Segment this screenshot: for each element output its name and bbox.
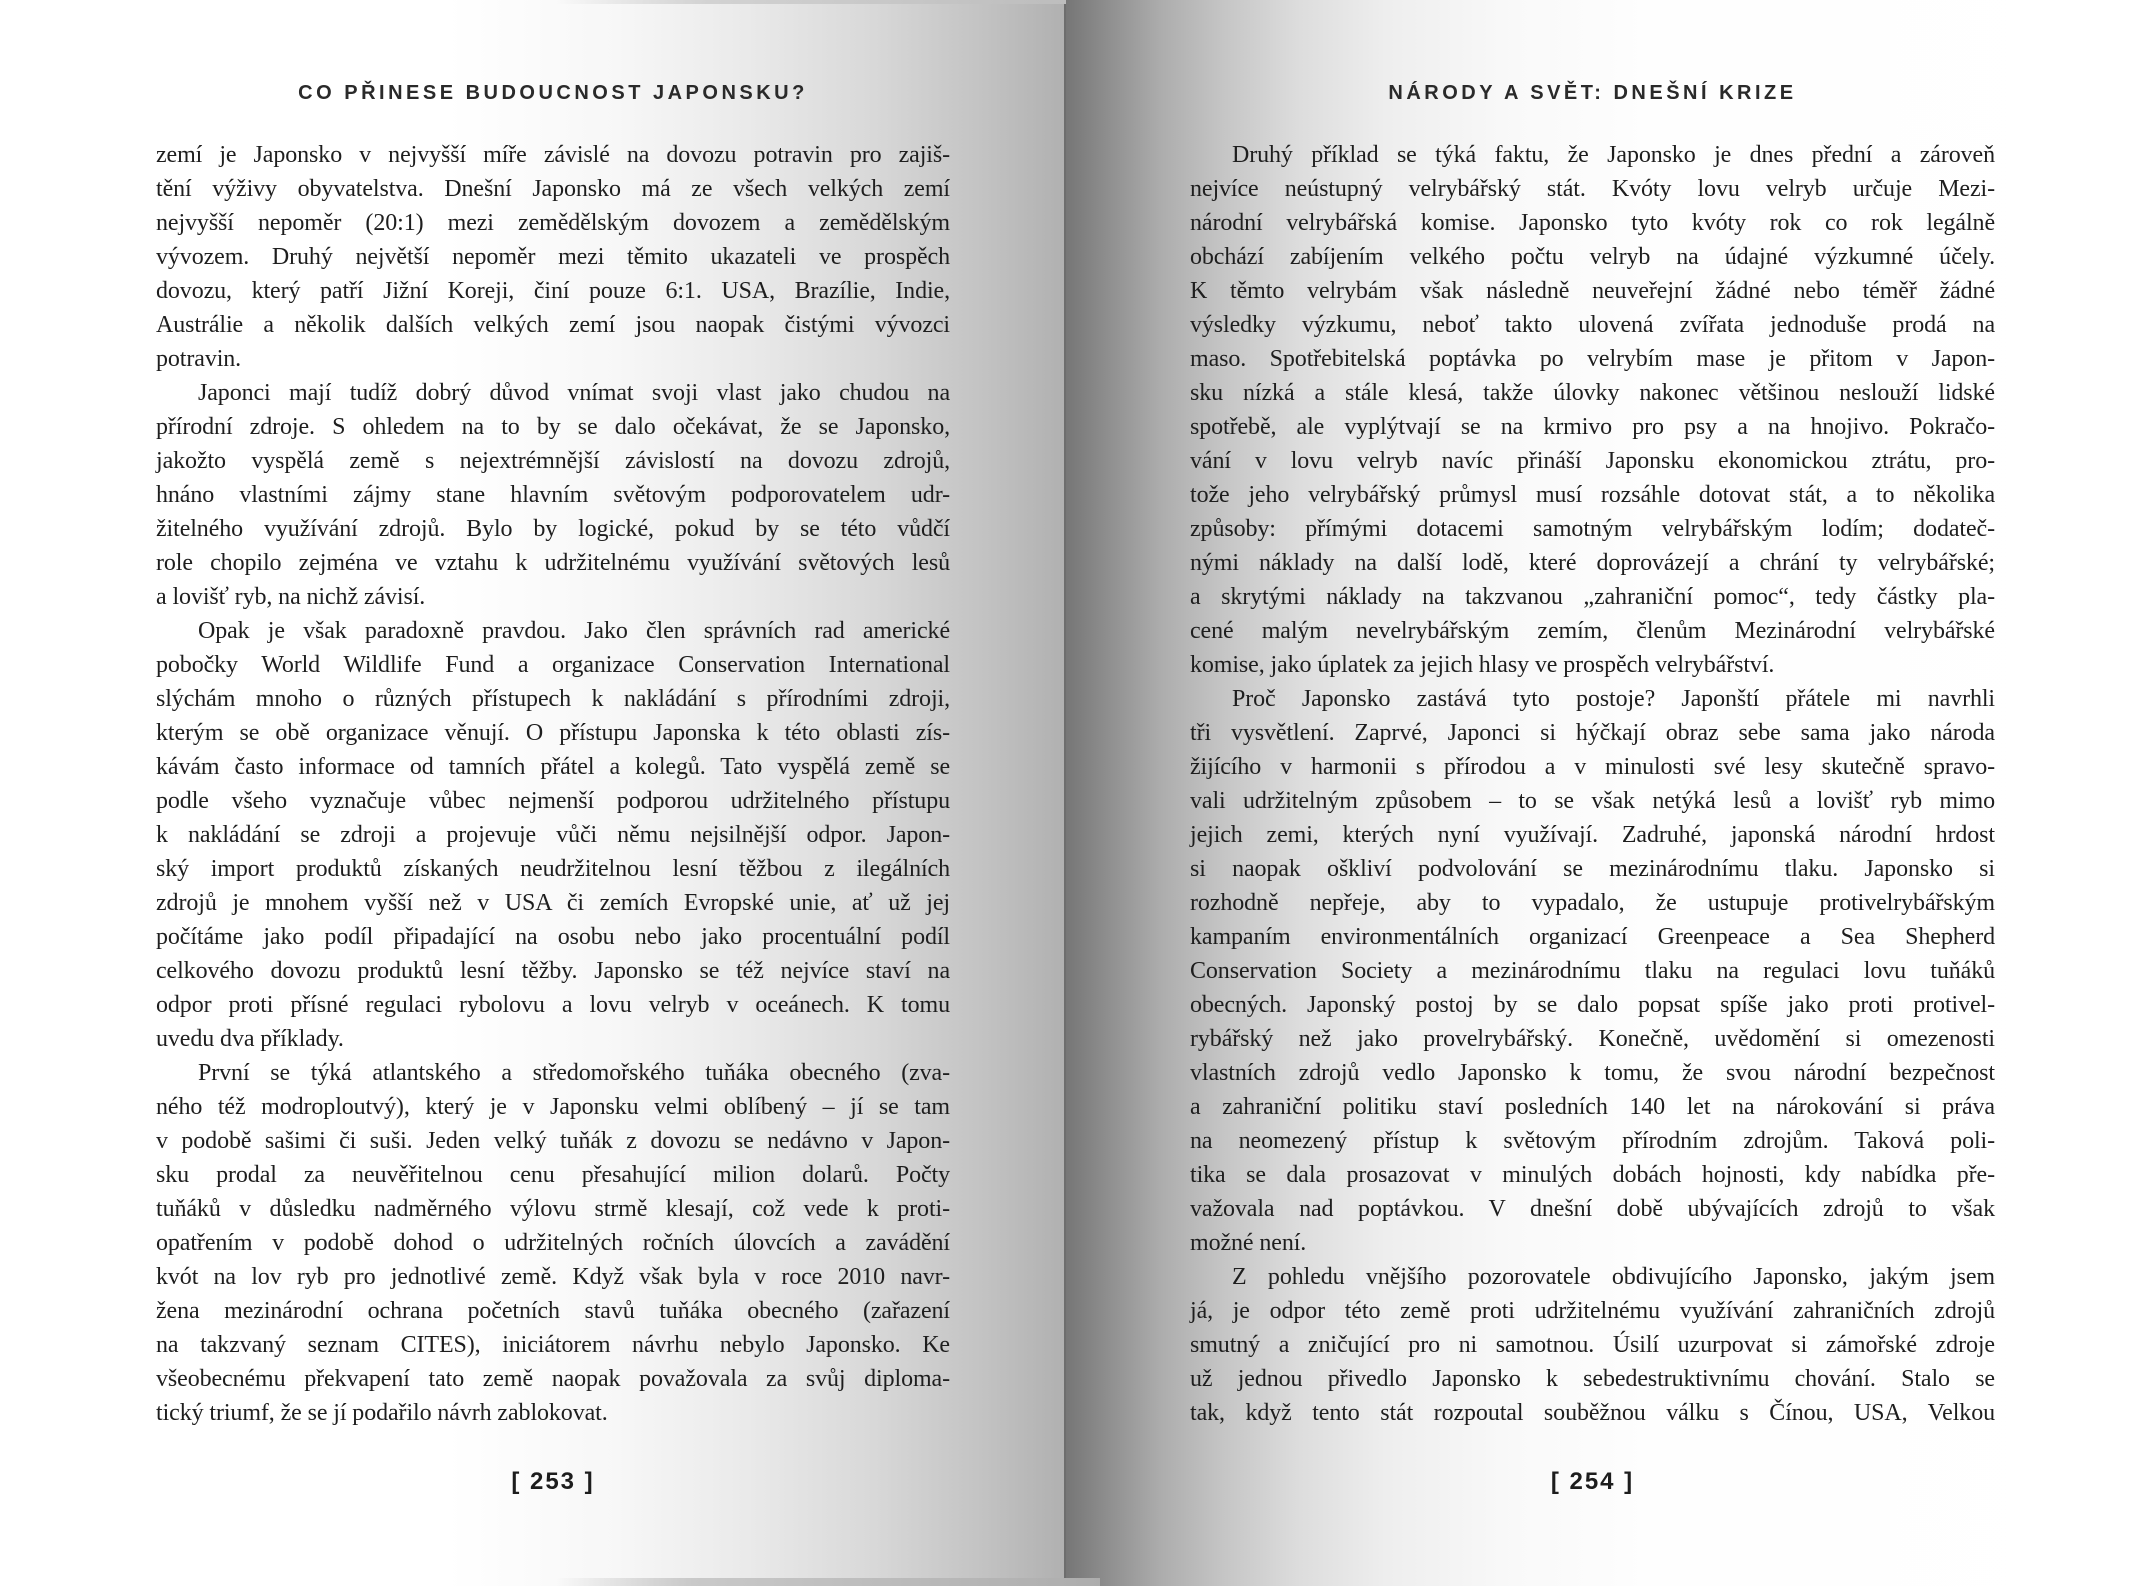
text-line: a lovišť ryb, na nichž závisí.	[156, 584, 426, 610]
text-line: opatřením v podobě dohod o udržitelných ročních úlovcích a zavádění	[156, 1230, 950, 1256]
text-line: kvót na lov ryb pro jednotlivé země. Když však byla v roce 2010 navr-	[156, 1264, 950, 1290]
text-line: hnáno vlastními zájmy stane hlavním světovým podporovatelem udr-	[156, 482, 950, 508]
text-line: odpor proti přísné regulaci rybolovu a lovu velryb v oceánech. K tomu	[156, 992, 950, 1018]
paragraph	[1190, 1260, 1995, 1430]
text-line: už jednou přivedlo Japonsko k sebedestruktivnímu chování. Stalo se	[1190, 1366, 1995, 1392]
text-line: žitelného využívání zdrojů. Bylo by logické, pokud by se této vůdčí	[156, 516, 950, 542]
text-line: všeobecnému překvapení tato země naopak považovala za svůj diploma-	[156, 1366, 950, 1392]
text-line: žijícího v harmonii s přírodou a v minulosti své lesy skutečně spravo-	[1190, 754, 1995, 780]
text-line: maso. Spotřebitelská poptávka po velrybím mase je přitom v Japon-	[1190, 346, 1995, 372]
spine-gutter-line	[1064, 0, 1066, 1586]
paragraph	[1190, 138, 1995, 682]
page-body-left	[156, 138, 950, 1430]
text-line: kampaním environmentálních organizací Greenpeace a Sea Shepherd	[1190, 924, 1995, 950]
text-line: nými náklady na další lodě, které doprovázejí a chrání ty velrybářské;	[1190, 550, 1995, 576]
text-line: národní velrybářská komise. Japonsko tyto kvóty rok co rok legálně	[1190, 210, 1995, 236]
text-line: na takzvaný seznam CITES), iniciátorem návrhu nebylo Japonsko. Ke	[156, 1332, 950, 1358]
text-line: k nakládání se zdroji a projevuje vůči němu nejsilnější odpor. Japon-	[156, 822, 950, 848]
paragraph	[156, 376, 950, 614]
running-head-right: NÁRODY A SVĚT: DNEŠNÍ KRIZE	[1388, 82, 1797, 104]
text-line: tický triumf, že se jí podařilo návrh zablokovat.	[156, 1400, 608, 1426]
page-body-right	[1190, 138, 1995, 1430]
text-line: tři vysvětlení. Zaprvé, Japonci si hýčkají obraz sebe sama jako národa	[1190, 720, 1995, 746]
text-line: na neomezený přístup k světovým přírodním zdrojům. Taková poli-	[1190, 1128, 1995, 1154]
text-line: cené malým nevelrybářským zemím, členům Mezinárodní velrybářské	[1190, 618, 1995, 644]
text-line: sku nízká a stále klesá, takže úlovky nakonec většinou neslouží lidské	[1190, 380, 1995, 406]
text-line: Austrálie a několik dalších velkých zemí jsou naopak čistými vývozci	[156, 312, 950, 338]
text-line: celkového dovozu produktů lesní těžby. Japonsko se též nejvíce staví na	[156, 958, 950, 984]
text-line: Druhý příklad se týká faktu, že Japonsko je dnes přední a zároveň	[1232, 142, 1995, 168]
text-line: Japonci mají tudíž dobrý důvod vnímat svoji vlast jako chudou na	[198, 380, 950, 406]
text-line: a zahraniční politiku staví posledních 140 let na nárokování si práva	[1190, 1094, 1995, 1120]
page-number-left: [ 253 ]	[511, 1468, 595, 1495]
paragraph	[156, 138, 950, 376]
text-line: jakožto vyspělá země s nejextrémnější závislostí na dovozu zdrojů,	[156, 448, 950, 474]
text-line: role chopilo zejména ve vztahu k udržitelnému využívání světových lesů	[156, 550, 950, 576]
text-line: tuňáků v důsledku nadměrného výlovu strmě klesají, což vede k proti-	[156, 1196, 950, 1222]
text-line: přírodní zdroje. S ohledem na to by se dalo očekávat, že se Japonsko,	[156, 414, 950, 440]
text-line: Conservation Society a mezinárodnímu tlaku na regulaci lovu tuňáků	[1190, 958, 1995, 984]
text-line: rybářský než jako provelrybářský. Konečně, uvědomění si omezenosti	[1190, 1026, 1995, 1052]
text-line: važovala nad poptávkou. V dnešní době ubývajících zdrojů to však	[1190, 1196, 1995, 1222]
text-line: tění výživy obyvatelstva. Dnešní Japonsko má ze všech velkých zemí	[156, 176, 950, 202]
text-line: rozhodně nepřeje, aby to vypadalo, že ustupuje protivelrybářským	[1190, 890, 1995, 916]
page-edge-bottom-shadow	[556, 1578, 1100, 1586]
page-edge-top-shadow	[556, 0, 1066, 4]
text-line: nejvyšší nepoměr (20:1) mezi zemědělským dovozem a zemědělským	[156, 210, 950, 236]
running-head-left: CO PŘINESE BUDOUCNOST JAPONSKU?	[298, 82, 808, 104]
text-line: Opak je však paradoxně pravdou. Jako člen správních rad americké	[198, 618, 950, 644]
text-line: pobočky World Wildlife Fund a organizace Conservation International	[156, 652, 950, 678]
text-line: zdrojů je mnohem vyšší než v USA či zemích Evropské unie, ať už jej	[156, 890, 950, 916]
text-line: jejich zemi, kterých nyní využívají. Zadruhé, japonská národní hrdost	[1190, 822, 1995, 848]
text-line: výsledky výzkumu, neboť takto ulovená zvířata jednoduše prodá na	[1190, 312, 1995, 338]
page-number-right: [ 254 ]	[1550, 1468, 1635, 1495]
text-line: tika se dala prosazovat v minulých dobách hojnosti, kdy nabídka pře-	[1190, 1162, 1995, 1188]
text-line: možné není.	[1190, 1230, 1307, 1256]
paragraph	[156, 1056, 950, 1430]
text-line: tože jeho velrybářský průmysl musí rozsáhle dotovat stát, a to několika	[1190, 482, 1995, 508]
paragraph	[156, 614, 950, 1056]
text-line: potravin.	[156, 346, 242, 372]
text-line: sku prodal za neuvěřitelnou cenu přesahující milion dolarů. Počty	[156, 1162, 950, 1188]
text-line: dovozu, který patří Jižní Koreji, činí pouze 6:1. USA, Brazílie, Indie,	[156, 278, 950, 304]
text-line: obecných. Japonský postoj by se dalo popsat spíše jako proti protivel-	[1190, 992, 1995, 1018]
text-line: vání v lovu velryb navíc přináší Japonsku ekonomickou ztrátu, pro-	[1190, 448, 1995, 474]
text-line: obchází zabíjením velkého počtu velryb na údajné výzkumné účely.	[1190, 244, 1995, 270]
text-line: způsoby: přímými dotacemi samotným velrybářským lodím; dodateč-	[1190, 516, 1995, 542]
text-line: ného též modroploutvý), který je v Japonsku velmi oblíbený – jí se tam	[156, 1094, 950, 1120]
paragraph	[1190, 682, 1995, 1260]
text-line: komise, jako úplatek za jejich hlasy ve prospěch velrybářství.	[1190, 652, 1775, 678]
text-line: podle všeho vyznačuje vůbec nejmenší podporou udržitelného přístupu	[156, 788, 950, 814]
text-line: si naopak oškliví podvolování se mezinárodnímu tlaku. Japonsko si	[1190, 856, 1995, 882]
text-line: kávám často informace od tamních přátel a kolegů. Tato vyspělá země se	[156, 754, 950, 780]
text-line: zemí je Japonsko v nejvyšší míře závislé na dovozu potravin pro zajiš-	[156, 142, 950, 168]
text-line: slýchám mnoho o různých přístupech k nakládání s přírodními zdroji,	[156, 686, 950, 712]
text-line: v podobě sašimi či suši. Jeden velký tuňák z dovozu se nedávno v Japon-	[156, 1128, 950, 1154]
text-line: kterým se obě organizace věnují. O přístupu Japonska k této oblasti zís-	[156, 720, 950, 746]
text-line: První se týká atlantského a středomořského tuňáka obecného (zva-	[198, 1060, 950, 1086]
text-line: smutný a zničující pro ni samotnou. Úsilí uzurpovat si zámořské zdroje	[1190, 1332, 1995, 1358]
text-line: nejvíce neústupný velrybářský stát. Kvóty lovu velryb určuje Mezi-	[1190, 176, 1995, 202]
text-line: vývozem. Druhý největší nepoměr mezi těmito ukazateli ve prospěch	[156, 244, 950, 270]
text-line: K těmto velrybám však následně neuveřejní žádné nebo téměř žádné	[1190, 278, 1995, 304]
text-line: vali udržitelným způsobem – to se však netýká lesů a lovišť ryb mimo	[1190, 788, 1995, 814]
text-line: vlastních zdrojů vedlo Japonsko k tomu, že svou národní bezpečnost	[1190, 1060, 1995, 1086]
text-line: ský import produktů získaných neudržitelnou lesní těžbou z ilegálních	[156, 856, 950, 882]
text-line: tak, když tento stát rozpoutal souběžnou válku s Čínou, USA, Velkou	[1190, 1400, 1995, 1426]
text-line: počítáme jako podíl připadající na osobu nebo jako procentuální podíl	[156, 924, 950, 950]
text-line: a skrytými náklady na takzvanou „zahraniční pomoc“, tedy částky pla-	[1190, 584, 1995, 610]
text-line: já, je odpor této země proti udržitelnému využívání zahraničních zdrojů	[1190, 1298, 1995, 1324]
text-line: Z pohledu vnějšího pozorovatele obdivujícího Japonsko, jakým jsem	[1232, 1264, 1995, 1290]
text-line: Proč Japonsko zastává tyto postoje? Japonští přátele mi navrhli	[1232, 686, 1995, 712]
text-line: žena mezinárodní ochrana početních stavů tuňáka obecného (zařazení	[156, 1298, 950, 1324]
text-line: spotřebě, ale vyplýtvají se na krmivo pro psy a na hnojivo. Pokračo-	[1190, 414, 1995, 440]
text-line: uvedu dva příklady.	[156, 1026, 344, 1052]
